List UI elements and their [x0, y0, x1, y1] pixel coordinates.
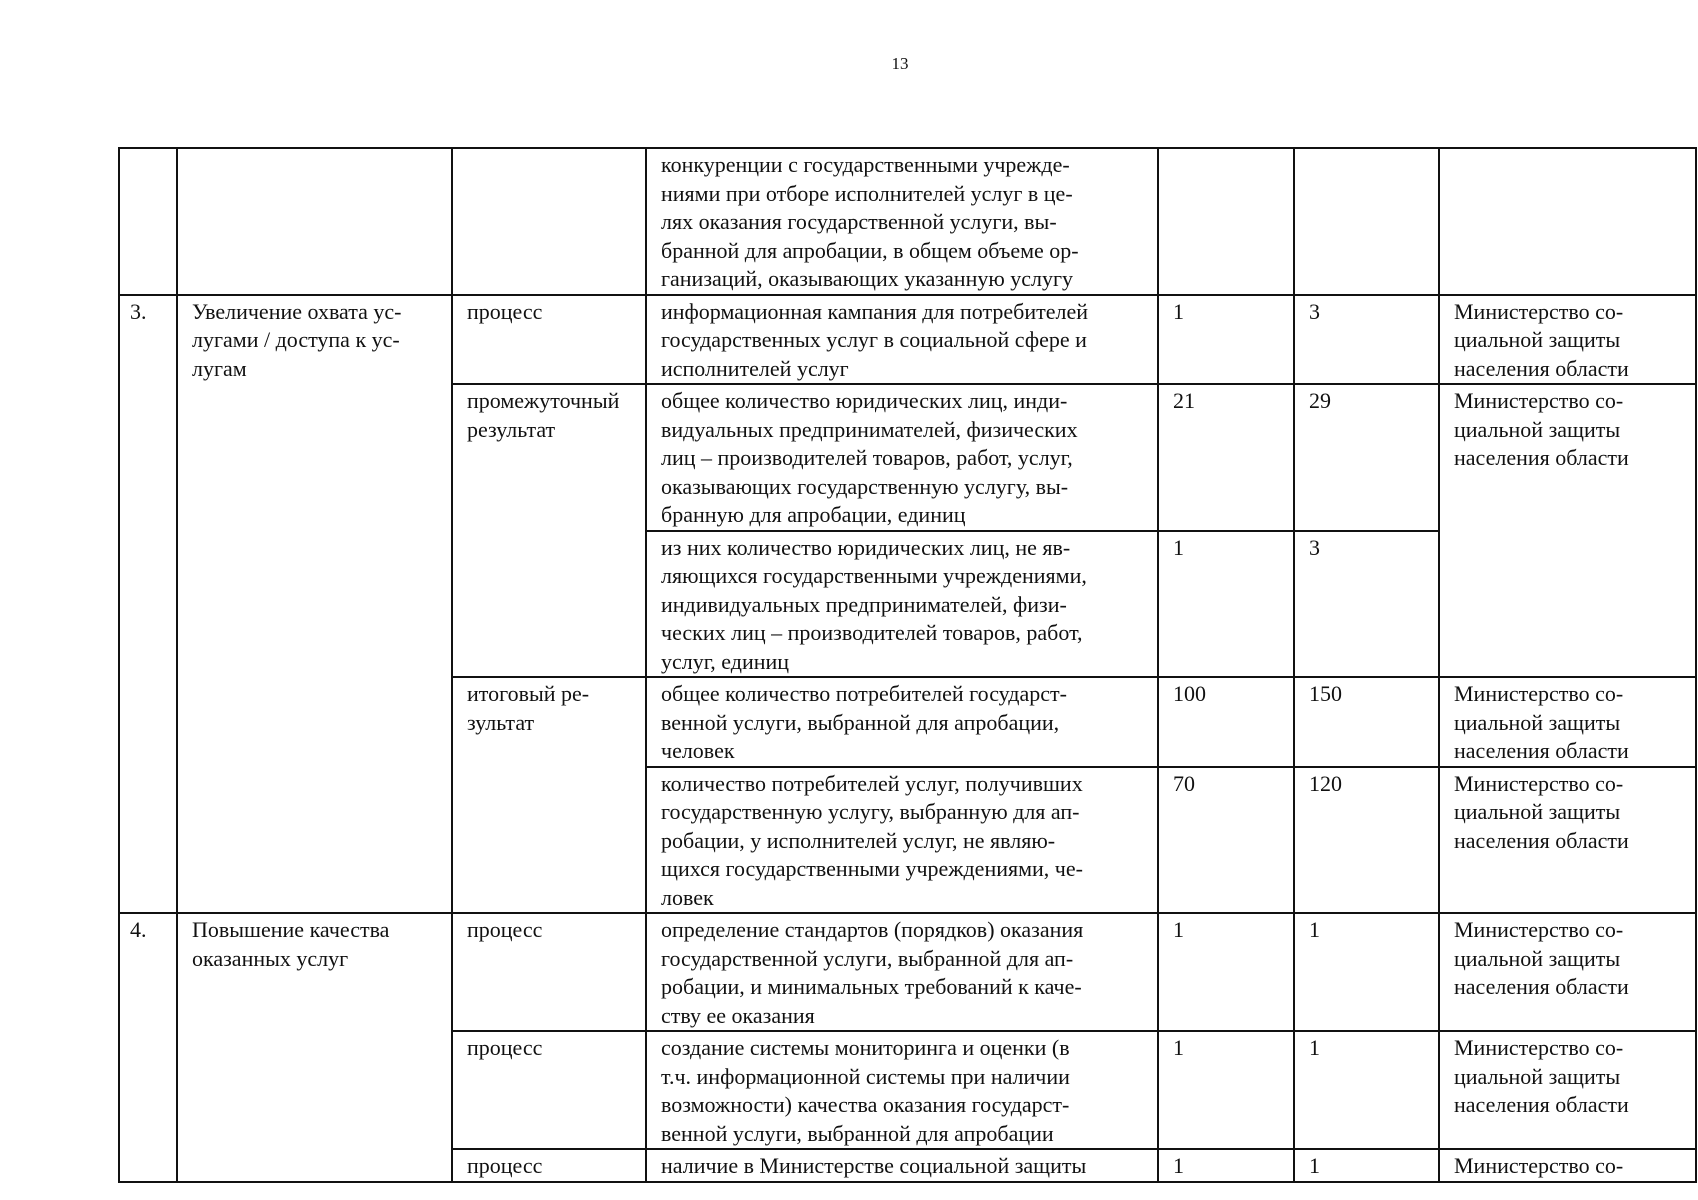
- value-cell: 120: [1294, 767, 1439, 914]
- responsible-cell: Министерство со- циальной защиты населения области: [1439, 295, 1696, 385]
- value-cell: 29: [1294, 384, 1439, 531]
- table-row: [119, 148, 1696, 295]
- value-cell: 1: [1158, 531, 1294, 678]
- indicator-cell: определение стандартов (порядков) оказания государственной услуги, выбранной для ап- робации, и минимальных требований к каче- ству ее оказания: [646, 913, 1158, 1031]
- row-number-cell: [119, 148, 177, 295]
- value-cell: [1158, 148, 1294, 295]
- responsible-cell: [1439, 148, 1696, 295]
- value-cell: 1: [1158, 1031, 1294, 1149]
- goal-cell: [177, 148, 452, 295]
- value-cell: 1: [1158, 295, 1294, 385]
- indicator-type-cell: процесс: [452, 1031, 646, 1149]
- value-cell: [1294, 148, 1439, 295]
- value-cell: 1: [1294, 1149, 1439, 1182]
- indicators-table: [118, 147, 1697, 1183]
- indicator-type-cell: процесс: [452, 1149, 646, 1182]
- value-cell: 3: [1294, 295, 1439, 385]
- indicator-type-cell: промежуточный результат: [452, 384, 646, 677]
- indicator-cell: создание системы мониторинга и оценки (в т.ч. информационной системы при наличии возможности) качества оказания государст- венной услуги, выбранной для апробации: [646, 1031, 1158, 1149]
- responsible-cell: Министерство со- циальной защиты населения области: [1439, 767, 1696, 914]
- responsible-cell: Министерство со-: [1439, 1149, 1696, 1182]
- indicator-cell: общее количество юридических лиц, инди- видуальных предпринимателей, физических лиц – производителей товаров, работ, услуг, оказывающих государственную услугу, вы- бранную для апробации, единиц: [646, 384, 1158, 531]
- indicator-type-cell: процесс: [452, 913, 646, 1031]
- indicator-cell: информационная кампания для потребителей государственных услуг в социальной сфере и исполнителей услуг: [646, 295, 1158, 385]
- indicator-cell: количество потребителей услуг, получивших государственную услугу, выбранную для ап- робации, у исполнителей услуг, не являю- щихся государственными учреждениями, че- ловек: [646, 767, 1158, 914]
- value-cell: 1: [1294, 913, 1439, 1031]
- value-cell: 70: [1158, 767, 1294, 914]
- responsible-cell: Министерство со- циальной защиты населения области: [1439, 677, 1696, 767]
- indicator-type-cell: итоговый ре- зультат: [452, 677, 646, 913]
- indicator-type-cell: [452, 148, 646, 295]
- indicator-type-cell: процесс: [452, 295, 646, 385]
- table-row: [119, 295, 1696, 385]
- responsible-cell: Министерство со- циальной защиты населения области: [1439, 1031, 1696, 1149]
- indicator-cell: наличие в Министерстве социальной защиты: [646, 1149, 1158, 1182]
- value-cell: 1: [1294, 1031, 1439, 1149]
- indicator-cell: конкуренции с государственными учрежде- ниями при отборе исполнителей услуг в це- лях оказания государственной услуги, вы- бранной для апробации, в общем объеме ор- ганизаций, оказывающих указанную услугу: [646, 148, 1158, 295]
- responsible-cell: Министерство со- циальной защиты населения области: [1439, 913, 1696, 1031]
- indicator-cell: общее количество потребителей государст- венной услуги, выбранной для апробации, человек: [646, 677, 1158, 767]
- value-cell: 100: [1158, 677, 1294, 767]
- value-cell: 3: [1294, 531, 1439, 678]
- value-cell: 150: [1294, 677, 1439, 767]
- value-cell: 21: [1158, 384, 1294, 531]
- value-cell: 1: [1158, 1149, 1294, 1182]
- page-number: 13: [891, 54, 909, 73]
- row-number-cell: 4.: [119, 913, 177, 1182]
- table-row: [119, 913, 1696, 1031]
- indicator-cell: из них количество юридических лиц, не яв- ляющихся государственными учреждениями, индивидуальных предпринимателей, физи- ческих лиц – производителей товаров, работ, услуг, единиц: [646, 531, 1158, 678]
- value-cell: 1: [1158, 913, 1294, 1031]
- responsible-cell: Министерство со- циальной защиты населения области: [1439, 384, 1696, 677]
- goal-cell: Повышение качества оказанных услуг: [177, 913, 452, 1182]
- goal-cell: Увеличение охвата ус- лугами / доступа к ус- лугам: [177, 295, 452, 914]
- row-number-cell: 3.: [119, 295, 177, 914]
